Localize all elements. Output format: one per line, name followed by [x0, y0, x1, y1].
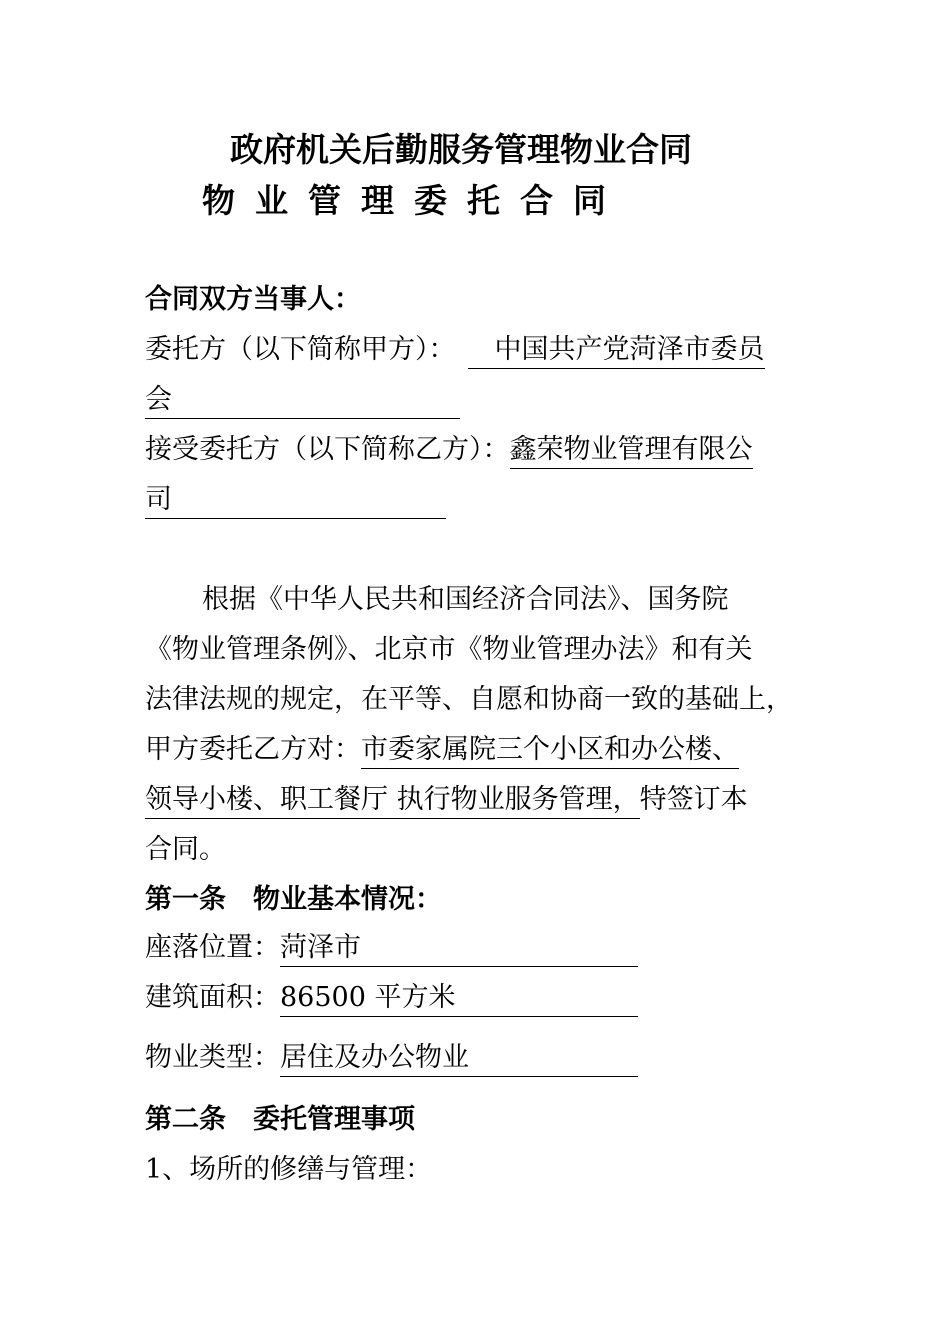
- area-line: [145, 980, 638, 1016]
- location-value: 菏泽市: [280, 931, 638, 967]
- document-subtitle: 物业管理委托合同: [202, 181, 626, 220]
- intro-paragraph-line-4: [145, 732, 739, 768]
- intro-paragraph-line-3: 法律法规的规定，在平等、自愿和协商一致的基础上，: [145, 684, 793, 715]
- party-a-line-continued: [145, 382, 460, 418]
- party-b-label: 接受委托方（以下简称乙方）：: [145, 434, 510, 465]
- intro-paragraph-line-6: 合同。: [145, 834, 226, 865]
- intro-entrust-label: 甲方委托乙方对：: [145, 734, 361, 765]
- location-line: [145, 930, 638, 966]
- article-2-heading: 第二条 委托管理事项: [145, 1104, 415, 1135]
- item-1-line: 1、场所的修缮与管理：: [145, 1154, 433, 1185]
- party-b-line: [145, 432, 753, 468]
- property-type-value: 居住及办公物业: [280, 1041, 638, 1077]
- party-a-name-part1: 中国共产党菏泽市委员: [468, 333, 765, 369]
- area-value: 86500 平方米: [280, 981, 638, 1017]
- parties-heading: 合同双方当事人：: [145, 284, 361, 315]
- intro-paragraph-line-2: 《物业管理条例》、北京市《物业管理办法》和有关: [145, 634, 753, 665]
- entrusted-scope-part1: 市委家属院三个小区和办公楼、: [361, 733, 739, 769]
- party-a-name-part2: 会: [145, 383, 460, 419]
- article-1-heading: 第一条 物业基本情况：: [145, 884, 442, 915]
- party-b-name-part2: 司: [145, 483, 446, 519]
- intro-sign-text: 特签订本: [639, 784, 748, 815]
- party-a-line: [145, 332, 765, 368]
- party-b-line-continued: [145, 482, 446, 518]
- party-b-name-part1: 鑫荣物业管理有限公: [510, 433, 753, 469]
- area-label: 建筑面积：: [145, 982, 280, 1013]
- party-a-label: 委托方（以下简称甲方）：: [145, 334, 456, 365]
- property-type-line: [145, 1040, 638, 1076]
- intro-paragraph-line-1: 根据《中华人民共和国经济合同法》、国务院: [202, 584, 729, 615]
- location-label: 座落位置：: [145, 932, 280, 963]
- intro-paragraph-line-5: [145, 782, 748, 818]
- entrusted-scope-part2: 领导小楼、职工餐厅 执行物业服务管理，: [145, 783, 640, 819]
- document-title: 政府机关后勤服务管理物业合同: [230, 130, 692, 169]
- property-type-label: 物业类型：: [145, 1042, 280, 1073]
